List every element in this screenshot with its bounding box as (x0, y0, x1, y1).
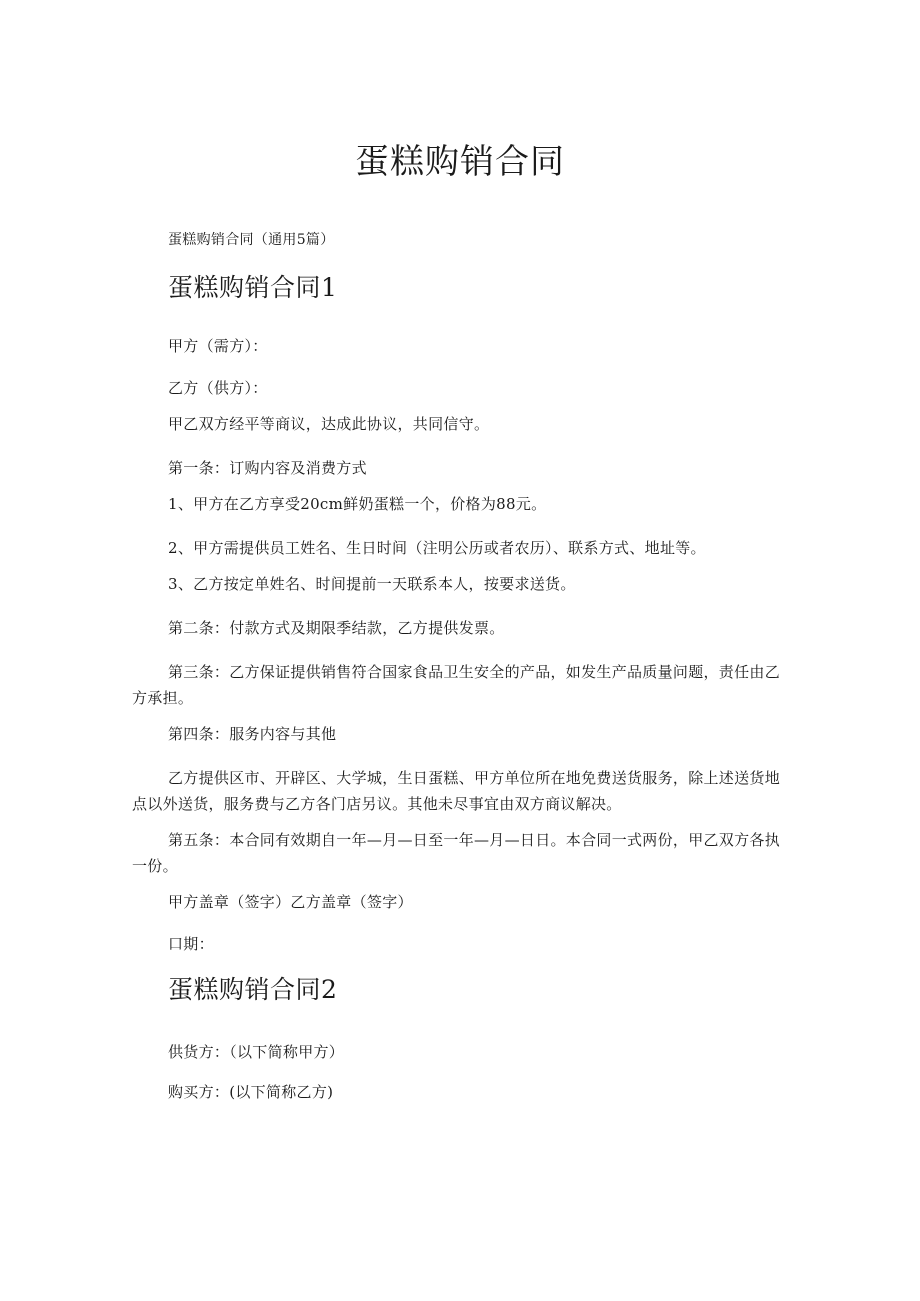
agreement-intro: 甲乙双方经平等商议，达成此协议，共同信守。 (168, 415, 490, 433)
article5-line2: 一份。 (132, 857, 178, 875)
article1-item2: 2、甲方需提供员工姓名、生日时间（注明公历或者农历）、联系方式、地址等。 (168, 539, 706, 557)
article3-line1: 第三条：乙方保证提供销售符合国家食品卫生安全的产品，如发生产品质量问题，责任由乙 (168, 663, 781, 681)
party-b-label: 乙方（供方）： (168, 379, 268, 397)
signature-line: 甲方盖章（签字）乙方盖章（签字） (168, 893, 413, 911)
article5-line1: 第五条：本合同有效期自一年—月—日至一年—月—日日。本合同一式两份，甲乙双方各执 (168, 831, 781, 849)
buyer-label: 购买方：(以下简称乙方) (168, 1083, 334, 1101)
supplier-label: 供货方：（以下简称甲方） (168, 1043, 345, 1061)
article1-item3: 3、乙方按定单姓名、时间提前一天联系本人，按要求送货。 (168, 575, 576, 593)
document-subtitle: 蛋糕购销合同（通用5篇） (168, 232, 335, 248)
article4-line2: 点以外送货，服务费与乙方各门店另议。其他未尽事宜由双方商议解决。 (132, 795, 622, 813)
article4-line1: 乙方提供区市、开辟区、大学城，生日蛋糕、甲方单位所在地免费送货服务，除上述送货地 (168, 769, 781, 787)
document-title: 蛋糕购销合同 (355, 142, 565, 182)
section2-heading: 蛋糕购销合同2 (168, 975, 338, 1004)
article3-line2: 方承担。 (132, 689, 194, 707)
article2: 第二条：付款方式及期限季结款，乙方提供发票。 (168, 619, 505, 637)
party-a-label: 甲方（需方）： (168, 337, 268, 355)
article4-title: 第四条：服务内容与其他 (168, 725, 337, 743)
section1-heading: 蛋糕购销合同1 (168, 273, 338, 302)
article1-item1: 1、甲方在乙方享受20cm鲜奶蛋糕一个，价格为88元。 (168, 495, 547, 513)
article1-title: 第一条：订购内容及消费方式 (168, 459, 367, 477)
date-label: 口期： (168, 935, 214, 953)
